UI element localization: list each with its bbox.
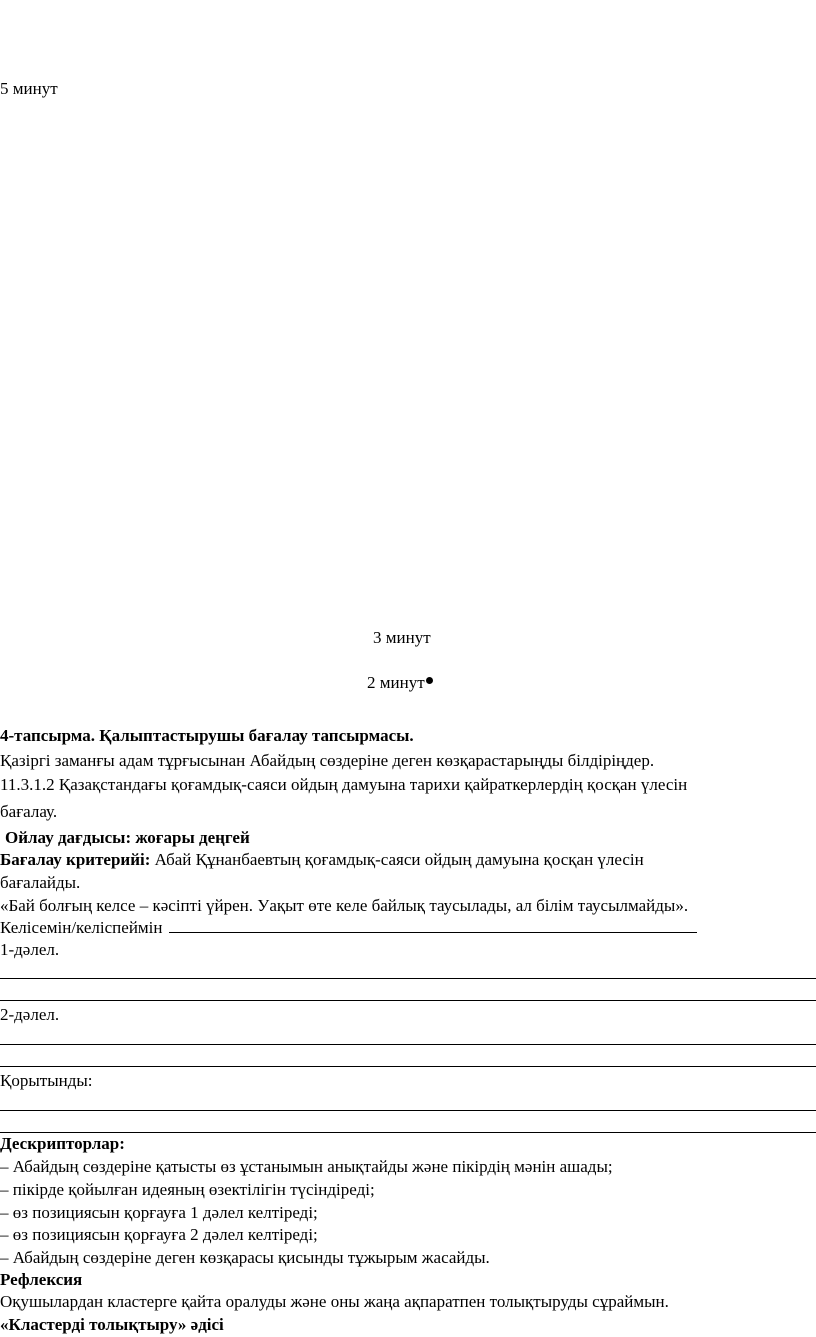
answer-line[interactable] [0,1000,816,1001]
answer-line[interactable] [0,1066,816,1067]
argument-2-label: 2-дәлел. [0,1005,60,1024]
argument-1-label: 1-дәлел. [0,940,60,959]
conclusion-label: Қорытынды: [0,1071,93,1090]
abai-quote: «Бай болғың келсе – кәсіпті үйрен. Уақыт өте келе байлық таусылады, ал білім таусылмайды». [0,896,689,915]
timing-2-min [367,673,433,693]
descriptor-item: – пікірде қойылған идеяның өзектілігін түсіндіреді; [0,1180,375,1199]
reflection-method: «Кластерді толықтыру» әдісі [0,1315,224,1334]
bullet-dot-icon [426,677,433,684]
answer-line[interactable] [0,978,816,979]
assessment-criteria-line2: бағалайды. [0,873,81,892]
descriptor-item: – өз позициясын қорғауға 1 дәлел келтіреді; [0,1203,318,1222]
assessment-criteria [0,850,644,870]
task-heading: 4-тапсырма. Қалыптастырушы бағалау тапсырмасы. [0,726,414,745]
descriptor-item: – Абайдың сөздеріне қатысты өз ұстанымын анықтайды және пікірдің мәнін ашады; [0,1157,613,1176]
agree-prompt-text: Келісемін/келіспеймін [0,918,163,937]
thinking-skill-level: Ойлау дағдысы: жоғары деңгей [5,828,250,847]
agree-disagree-prompt [0,918,697,938]
timing-5-min: 5 минут [0,79,58,98]
reflection-text: Оқушылардан кластерге қайта оралуды және оны жаңа ақпаратпен толықтыруды сұраймын. [0,1292,669,1311]
task-objective-line2: бағалау. [0,802,58,821]
task-instruction: Қазіргі заманғы адам тұрғысынан Абайдың сөздеріне деген көзқарастарыңды білдіріңдер. [0,751,655,770]
descriptors-title: Дескрипторлар: [0,1134,125,1153]
descriptor-item: – өз позициясын қорғауға 2 дәлел келтіреді; [0,1225,318,1244]
answer-line[interactable] [0,1110,816,1111]
answer-line[interactable] [0,1044,816,1045]
criteria-text: Абай Құнанбаевтың қоғамдық-саяси ойдың дамуына қосқан үлесін [150,850,644,869]
timing-3-min: 3 минут [373,628,431,647]
reflection-title: Рефлексия [0,1270,83,1289]
task-objective-line1: 11.3.1.2 Қазақстандағы қоғамдық-саяси ойдың дамуына тарихи қайраткерлердің қосқан үлесін [0,775,688,794]
answer-line[interactable] [0,1132,816,1133]
criteria-label: Бағалау критерийі: [0,850,151,869]
timing-2-min-text: 2 минут [367,673,425,692]
agree-answer-line[interactable] [169,918,697,933]
descriptor-item: – Абайдың сөздеріне деген көзқарасы қисынды тұжырым жасайды. [0,1248,490,1267]
